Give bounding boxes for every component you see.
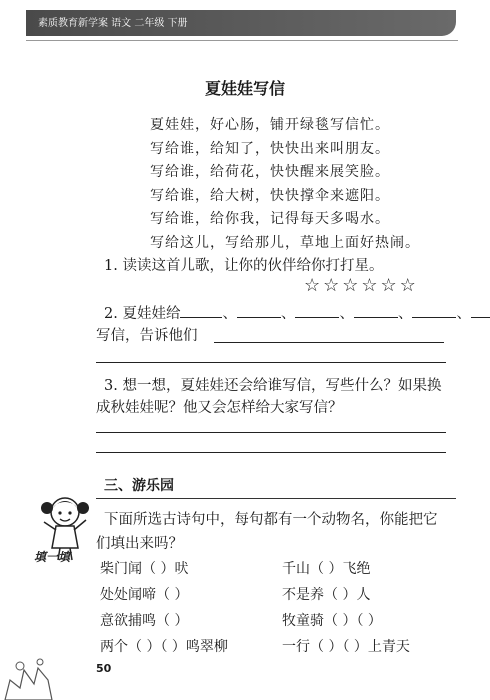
poem-fill-item[interactable]: 牧童骑（ ）（ ） [282,613,382,629]
decorative-corner-icon [0,640,60,700]
answer-blank[interactable] [237,303,281,318]
poem-line: 写给谁，给知了，快快出来叫朋友。 [150,140,390,157]
answer-line[interactable] [96,432,446,433]
answer-line[interactable] [96,452,446,453]
poem-fill-item[interactable]: 柴门闻（ ）吠 [100,561,189,577]
question-3-line1: 3. 想一想，夏娃娃还会给谁写信，写些什么？如果换 [104,378,442,394]
answer-blank[interactable] [471,303,490,318]
question-3-line2: 成秋娃娃呢？他又会怎样给大家写信？ [96,400,343,416]
poem-line: 写给谁，给大树，快快撑伞来遮阳。 [150,187,390,204]
poem-line: 写给谁，给荷花，快快醒来展笑脸。 [150,164,390,180]
section-divider [96,498,456,499]
answer-blank[interactable] [295,303,339,318]
rating-stars[interactable]: ☆☆☆☆☆☆ [304,275,419,296]
section-title: 三、游乐园 [104,478,174,494]
separator: 、 [339,306,354,322]
question-2-line2: 写信，告诉他们 [96,328,198,344]
separator: 、 [280,306,296,322]
header-text: 素质教育新学案 语文 二年级 下册 [38,18,188,29]
header-divider [26,40,458,41]
poem-fill-item[interactable]: 一行（ ）（ ）上青天 [282,639,410,655]
poem-fill-item[interactable]: 处处闻啼（ ） [100,587,189,603]
poem-fill-item[interactable]: 不是养（ ）人 [282,587,371,603]
poem-body [150,114,420,255]
answer-line[interactable] [214,342,444,343]
answer-blank[interactable] [412,303,456,318]
question-2-prefix: 2. 夏娃娃给 [104,306,181,322]
poem-line: 写给谁，给你我，记得每天多喝水。 [150,211,390,227]
answer-blank[interactable] [354,303,398,318]
fill-in-badge: 填一填 [34,550,71,564]
poem-line: 写给这儿，写给那儿，草地上面好热闹。 [150,234,420,251]
answer-line[interactable] [96,362,446,363]
question-2 [104,302,490,323]
poem-line: 夏娃娃，好心肠，铺开绿毯写信忙。 [150,117,390,133]
section-intro-line1: 下面所选古诗句中，每句都有一个动物名，你能把它 [104,512,438,528]
question-1: 1. 读读这首儿歌，让你的伙伴给你打打星。 [104,258,384,274]
separator: 、 [222,306,237,322]
separator: 、 [397,306,413,322]
poem-fill-item[interactable]: 两个（ ）（ ）鸣翠柳 [100,639,228,655]
page-number: 50 [96,662,112,675]
answer-blank[interactable] [180,303,222,318]
separator: 、 [456,306,471,322]
poem-fill-item[interactable]: 意欲捕鸣（ ） [100,613,189,629]
poem-title: 夏娃娃写信 [204,79,285,98]
section-intro-line2: 们填出来吗？ [96,536,183,552]
poem-fill-item[interactable]: 千山（ ）飞绝 [282,561,371,577]
